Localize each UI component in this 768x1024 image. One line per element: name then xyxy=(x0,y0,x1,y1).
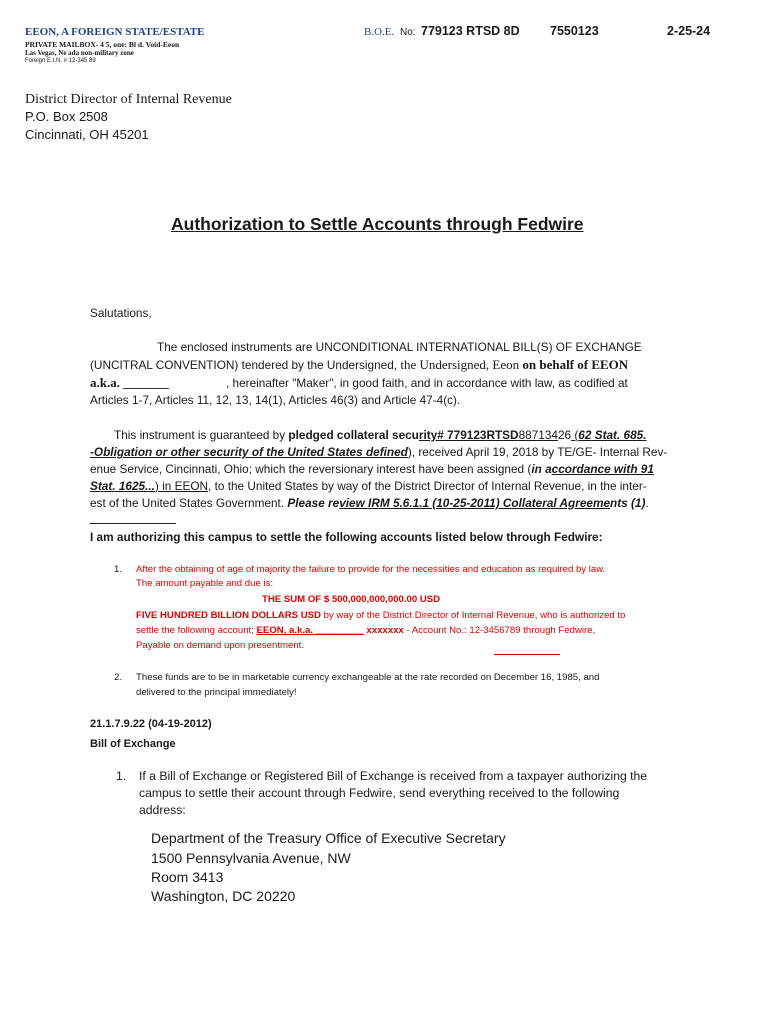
para1-aka: a.k.a. _______ xyxy=(90,375,169,390)
list-item-1-amount-words: FIVE HUNDRED BILLION DOLLARS USD xyxy=(136,610,321,621)
para2-line3 xyxy=(90,462,654,476)
para2-irm-review: view IRM 5.6.1.1 (10-25-2011) Collateral Agreeme xyxy=(339,496,611,510)
irm-item-line2: campus to settle their account through Fedwire, send everything received to the following xyxy=(139,786,620,800)
list-item-1-line4-text: by way of the District Director of Internal Revenue, who is authorized to xyxy=(320,610,626,621)
list-item-1-line1: After the obtaining of age of majority the failure to provide for the necessities and education as required by law. xyxy=(136,564,606,575)
recipient-line-2: P.O. Box 2508 xyxy=(25,109,108,124)
list-item-1-sum: THE SUM OF $ 500,000,000,000.00 USD xyxy=(262,594,441,605)
list-item-1-line4 xyxy=(136,610,625,621)
para2-line4 xyxy=(90,479,647,493)
list-item-1-line2: The amount payable and due is: xyxy=(136,578,274,589)
page-title: Authorization to Settle Accounts through Fedwire xyxy=(171,214,584,234)
para2-in-eeon: ) in EEON xyxy=(154,479,209,493)
list-item-1-aka: EEON, a.k.a. _________ xyxy=(256,625,364,636)
para2-in-a: in a xyxy=(531,462,552,476)
para2-accordance: ccordance with 91 xyxy=(551,462,654,476)
no-label: No: xyxy=(400,27,416,38)
para1-undersigned: the Undersigned, Eeon xyxy=(400,357,523,372)
list-item-1-line5 xyxy=(136,625,595,636)
para2-stat-1625: Stat. 1625... xyxy=(90,479,155,493)
para1-line3-text: , hereinafter "Maker", in good faith, and in accordance with law, as codified at xyxy=(226,376,628,390)
header-location-line: Las Vegas, Ne ada non-military zone xyxy=(25,49,134,57)
list-item-1-number: 1. xyxy=(114,564,123,575)
treasury-address-line2: 1500 Pennsylvania Avenue, NW xyxy=(151,850,351,866)
recipient-line-1: District Director of Internal Revenue xyxy=(25,92,232,107)
para2-please: Please re xyxy=(287,496,340,510)
para2-irm-end: nts (1) xyxy=(610,496,646,510)
document-date: 2-25-24 xyxy=(667,24,711,38)
list-item-2-number: 2. xyxy=(114,672,123,683)
list-item-1-line5-text: settle the following account; xyxy=(136,625,257,636)
para2-stat: 62 Stat. 685. xyxy=(578,428,647,442)
para2-line2 xyxy=(90,445,667,459)
boe-label: B.O.E. xyxy=(364,26,395,38)
para2-obligation: -Obligation or other security of the United States defined xyxy=(90,445,408,459)
para2-line5 xyxy=(90,496,649,510)
list-item-1-account: - Account No.: 12-3456789 through Fedwire, xyxy=(403,625,596,636)
para2-security-number: rity# 779123RTSD xyxy=(418,428,519,442)
header-mailbox-line: PRIVATE MAILBOX- 4 5, one: Bl d. Void-Eeon xyxy=(25,40,180,49)
salutation: Salutations, xyxy=(90,306,152,320)
para2-line3-text: enue Service, Cincinnati, Ohio; which the reversionary interest have been assigned ( xyxy=(90,462,532,476)
para1-line3 xyxy=(90,375,628,391)
para2-line4-text: , to the United States by way of the District Director of Internal Revenue, in the inter- xyxy=(208,479,647,493)
para2-line2-text: ), received April 19, 2018 by TE/GE- Internal Rev- xyxy=(407,445,668,459)
para1-on-behalf: on behalf of EEON xyxy=(522,357,629,372)
reference-number-secondary: 7550123 xyxy=(550,24,599,38)
treasury-address-line4: Washington, DC 20220 xyxy=(151,888,296,904)
para1-line2-text: (UNCITRAL CONVENTION) tendered by the Undersigned, xyxy=(90,358,401,372)
list-item-1-xxx: xxxxxxx xyxy=(363,625,404,636)
para2-security-suffix: 887134 xyxy=(518,428,558,442)
list-item-1-rule xyxy=(494,654,560,655)
para2-line1-text: This instrument is guaranteed by xyxy=(114,428,289,442)
irm-section-heading: Bill of Exchange xyxy=(90,738,176,750)
recipient-line-3: Cincinnati, OH 45201 xyxy=(25,127,149,142)
signature-rule xyxy=(90,523,176,524)
para2-line1 xyxy=(114,428,647,442)
para1-line4: Articles 1-7, Articles 11, 12, 13, 14(1), Articles 46(3) and Article 47-4(c). xyxy=(90,393,461,407)
org-name: EEON, A FOREIGN STATE/ESTATE xyxy=(25,26,205,38)
treasury-address-line3: Room 3413 xyxy=(151,869,224,885)
header-ein-line: Foreign E.I.N. # 12-345 89 xyxy=(25,58,96,64)
para1-line2 xyxy=(90,357,628,373)
list-item-2-line2: delivered to the principal immediately! xyxy=(136,687,297,698)
irm-item-line3: address: xyxy=(139,803,186,817)
para2-period: . xyxy=(645,496,649,510)
authorizing-statement: I am authorizing this campus to settle the following accounts listed below through Fedwire: xyxy=(90,530,603,544)
reference-number-primary: 779123 RTSD 8D xyxy=(421,24,520,38)
para2-security-end: 26 xyxy=(557,428,572,442)
treasury-address-line1: Department of the Treasury Office of Executive Secretary xyxy=(151,830,506,846)
para1-line1: The enclosed instruments are UNCONDITIONAL INTERNATIONAL BILL(S) OF EXCHANGE xyxy=(157,340,642,354)
list-item-1-line6: Payable on demand upon presentment. xyxy=(136,640,305,651)
list-item-2-line1: These funds are to be in marketable currency exchangeable at the rate recorded on December 16, 1985, and xyxy=(136,672,600,683)
irm-item-line1: If a Bill of Exchange or Registered Bill of Exchange is received from a taxpayer authorizing the xyxy=(139,769,648,783)
para2-line5-text: est of the United States Government. xyxy=(90,496,288,510)
para2-collateral: pledged collateral secu xyxy=(288,428,419,442)
irm-section-number: 21.1.7.9.22 (04-19-2012) xyxy=(90,718,212,730)
irm-item-number: 1. xyxy=(116,769,127,783)
para2-paren: ( xyxy=(571,428,579,442)
